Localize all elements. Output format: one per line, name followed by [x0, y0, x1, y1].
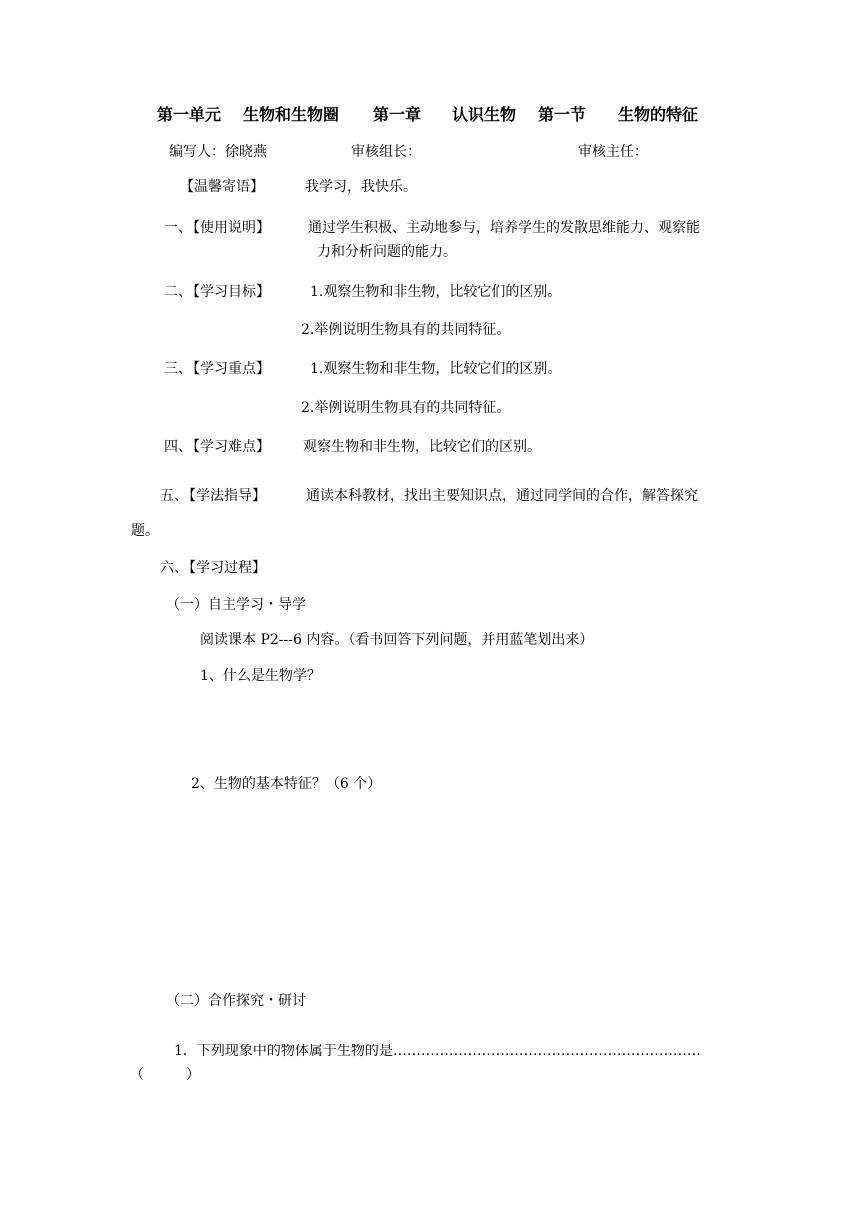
method-text-line1: 通读本科教材，找出主要知识点，通过同学间的合作，解答探究 — [306, 488, 698, 504]
usage-text-line2: 力和分析问题的能力。 — [317, 244, 457, 260]
title-unit: 第一单元 — [157, 105, 222, 124]
title-section-name: 生物的特征 — [618, 105, 699, 124]
difficulties-text: 观察生物和非生物，比较它们的区别。 — [303, 439, 541, 455]
key-points-num: 三、 — [164, 361, 192, 377]
self-study-question-2: 2、生物的基本特征？（6 个） — [191, 776, 382, 792]
usage-label: 【使用说明】 — [186, 220, 270, 236]
usage-num: 一、 — [164, 220, 192, 236]
difficulties-label: 【学习难点】 — [186, 439, 270, 455]
method-num: 五、 — [160, 488, 188, 504]
self-study-instruction: 阅读课本 P2---6 内容。（看书回答下列问题，并用蓝笔划出来） — [200, 632, 594, 648]
goals-num: 二、 — [164, 284, 192, 300]
goals-label: 【学习目标】 — [186, 284, 270, 300]
process-num: 六、 — [160, 560, 188, 576]
cooperative-question-1: 1．下列现象中的物体属于生物的是………………………………………………………… — [174, 1044, 701, 1058]
reviewer-leader: 审核组长： — [351, 144, 421, 160]
usage-text-line1: 通过学生积极、主动地参与，培养学生的发散思维能力、观察能 — [308, 220, 700, 236]
key-points-label: 【学习重点】 — [186, 361, 270, 377]
author: 编写人：徐晓燕 — [169, 144, 267, 160]
cooperative-heading: （二）合作探究・研讨 — [166, 993, 306, 1009]
cooperative-question-1-answer-blank: （ ） — [130, 1067, 200, 1083]
key-points-item-1: 1.观察生物和非生物，比较它们的区别。 — [310, 361, 562, 377]
greeting-label: 【温馨寄语】 — [180, 179, 264, 195]
title-unit-name: 生物和生物圈 — [243, 105, 340, 124]
method-label: 【学法指导】 — [182, 488, 266, 504]
key-points-item-2: 2.举例说明生物具有的共同特征。 — [301, 400, 511, 416]
process-label: 【学习过程】 — [182, 560, 266, 576]
page-title — [0, 107, 860, 127]
goals-item-1: 1.观察生物和非生物，比较它们的区别。 — [310, 284, 562, 300]
title-chapter-name: 认识生物 — [452, 105, 517, 124]
self-study-question-1: 1、什么是生物学？ — [200, 668, 321, 684]
reviewer-director: 审核主任： — [578, 144, 648, 160]
goals-item-2: 2.举例说明生物具有的共同特征。 — [301, 322, 511, 338]
greeting-text: 我学习，我快乐。 — [305, 179, 417, 195]
difficulties-num: 四、 — [164, 439, 192, 455]
self-study-heading: （一）自主学习・导学 — [166, 597, 306, 613]
title-section: 第一节 — [538, 105, 587, 124]
method-text-line2: 题。 — [131, 523, 159, 539]
title-chapter: 第一章 — [373, 105, 422, 124]
